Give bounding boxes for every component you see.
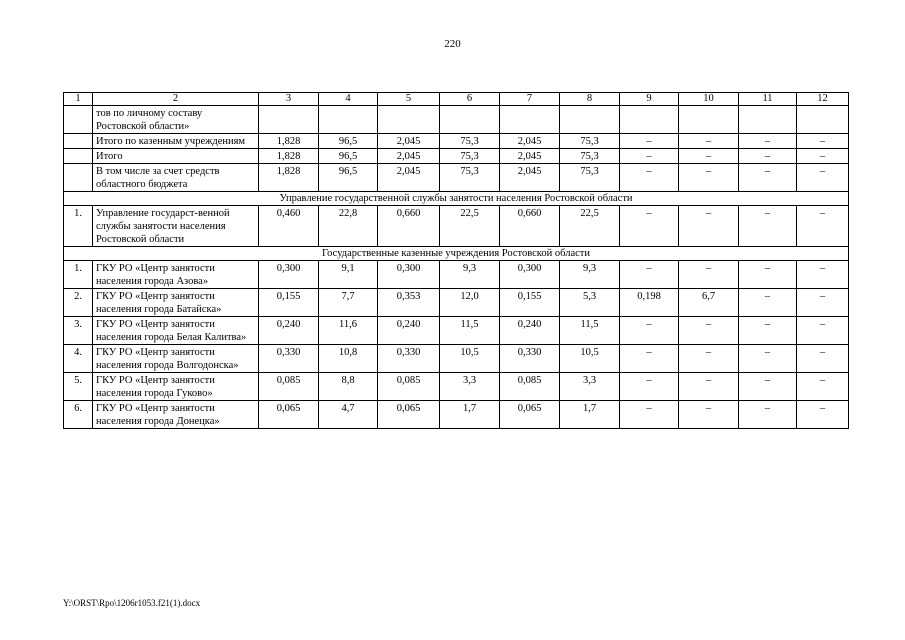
table-row	[64, 164, 849, 192]
value-cell: –	[620, 317, 679, 345]
value-cell: 0,085	[259, 373, 319, 401]
value-cell: –	[797, 289, 849, 317]
value-cell: –	[620, 134, 679, 149]
column-number: 7	[500, 93, 560, 106]
value-cell: –	[797, 149, 849, 164]
value-cell: 11,5	[440, 317, 500, 345]
table-row	[64, 149, 849, 164]
row-name: ГКУ РО «Центр занятости населения города Белая Калитва»	[93, 317, 259, 345]
value-cell: 11,5	[560, 317, 620, 345]
value-cell: 75,3	[560, 134, 620, 149]
file-path-footer: Y:\ORST\Rpo\1206r1053.f21(1).docx	[63, 598, 201, 608]
value-cell: –	[679, 261, 739, 289]
value-cell	[440, 106, 500, 134]
value-cell: 6,7	[679, 289, 739, 317]
value-cell: 75,3	[560, 149, 620, 164]
section-header-row	[64, 192, 849, 206]
row-name: ГКУ РО «Центр занятости населения города Гуково»	[93, 373, 259, 401]
section-title: Управление государственной службы занятости населения Ростовской области	[64, 192, 849, 206]
column-number: 5	[378, 93, 440, 106]
value-cell: –	[620, 164, 679, 192]
column-number-row	[64, 93, 849, 106]
value-cell: 3,3	[440, 373, 500, 401]
value-cell: 96,5	[319, 149, 378, 164]
value-cell: 1,828	[259, 164, 319, 192]
row-number	[64, 164, 93, 192]
value-cell: 0,660	[500, 206, 560, 247]
value-cell: 2,045	[378, 149, 440, 164]
value-cell: –	[739, 289, 797, 317]
value-cell: –	[620, 345, 679, 373]
row-name: тов по личному составу Ростовской области»	[93, 106, 259, 134]
value-cell: –	[739, 373, 797, 401]
value-cell: 0,300	[378, 261, 440, 289]
value-cell: 0,155	[259, 289, 319, 317]
column-number: 11	[739, 93, 797, 106]
page-number: 220	[444, 38, 461, 50]
value-cell	[797, 106, 849, 134]
value-cell: 2,045	[500, 134, 560, 149]
table-row	[64, 373, 849, 401]
row-number: 1.	[64, 206, 93, 247]
value-cell: 0,660	[378, 206, 440, 247]
column-number: 9	[620, 93, 679, 106]
row-name: Итого по казенным учреждениям	[93, 134, 259, 149]
value-cell: 75,3	[440, 149, 500, 164]
value-cell: 1,828	[259, 149, 319, 164]
value-cell: –	[797, 345, 849, 373]
value-cell: 9,3	[560, 261, 620, 289]
value-cell: –	[797, 373, 849, 401]
value-cell: 0,065	[259, 401, 319, 429]
row-name: В том числе за счет средств областного бюджета	[93, 164, 259, 192]
column-number: 3	[259, 93, 319, 106]
value-cell: 2,045	[500, 164, 560, 192]
column-number: 8	[560, 93, 620, 106]
value-cell: –	[679, 373, 739, 401]
value-cell: –	[620, 373, 679, 401]
table-row	[64, 401, 849, 429]
value-cell: 10,8	[319, 345, 378, 373]
value-cell: –	[739, 134, 797, 149]
value-cell	[739, 106, 797, 134]
value-cell: –	[679, 345, 739, 373]
value-cell: 0,330	[378, 345, 440, 373]
table-row	[64, 261, 849, 289]
value-cell: 0,460	[259, 206, 319, 247]
column-number: 1	[64, 93, 93, 106]
value-cell: –	[739, 149, 797, 164]
value-cell: 0,065	[378, 401, 440, 429]
table-row	[64, 345, 849, 373]
value-cell: 10,5	[560, 345, 620, 373]
value-cell: 22,5	[440, 206, 500, 247]
value-cell: 75,3	[440, 164, 500, 192]
row-name: ГКУ РО «Центр занятости населения города Донецка»	[93, 401, 259, 429]
value-cell: 2,045	[378, 134, 440, 149]
value-cell: 1,7	[440, 401, 500, 429]
value-cell	[500, 106, 560, 134]
value-cell: 96,5	[319, 164, 378, 192]
value-cell: –	[679, 317, 739, 345]
value-cell: –	[679, 134, 739, 149]
row-name: ГКУ РО «Центр занятости населения города Волгодонска»	[93, 345, 259, 373]
column-number: 10	[679, 93, 739, 106]
value-cell: 0,240	[500, 317, 560, 345]
value-cell	[620, 106, 679, 134]
value-cell: –	[679, 401, 739, 429]
value-cell: 0,065	[500, 401, 560, 429]
value-cell: 0,300	[500, 261, 560, 289]
value-cell: 0,085	[500, 373, 560, 401]
budget-table	[63, 92, 849, 429]
column-number: 2	[93, 93, 259, 106]
value-cell: 75,3	[440, 134, 500, 149]
value-cell: –	[739, 401, 797, 429]
value-cell: 11,6	[319, 317, 378, 345]
value-cell: –	[739, 164, 797, 192]
value-cell: –	[679, 164, 739, 192]
value-cell: –	[739, 261, 797, 289]
value-cell: –	[797, 317, 849, 345]
value-cell: –	[797, 261, 849, 289]
value-cell: 10,5	[440, 345, 500, 373]
value-cell: 22,8	[319, 206, 378, 247]
section-header-row	[64, 247, 849, 261]
value-cell	[679, 106, 739, 134]
value-cell: 0,155	[500, 289, 560, 317]
value-cell: 1,828	[259, 134, 319, 149]
value-cell: 5,3	[560, 289, 620, 317]
value-cell	[319, 106, 378, 134]
value-cell: 0,330	[259, 345, 319, 373]
section-title: Государственные казенные учреждения Ростовской области	[64, 247, 849, 261]
value-cell: 0,198	[620, 289, 679, 317]
column-number: 4	[319, 93, 378, 106]
value-cell: –	[797, 206, 849, 247]
value-cell: 75,3	[560, 164, 620, 192]
value-cell: 0,240	[378, 317, 440, 345]
row-number: 5.	[64, 373, 93, 401]
table-row	[64, 289, 849, 317]
value-cell: –	[620, 149, 679, 164]
value-cell: 96,5	[319, 134, 378, 149]
value-cell: 9,3	[440, 261, 500, 289]
value-cell: 0,240	[259, 317, 319, 345]
table-row	[64, 317, 849, 345]
value-cell: 4,7	[319, 401, 378, 429]
row-name: ГКУ РО «Центр занятости населения города Азова»	[93, 261, 259, 289]
value-cell: 12,0	[440, 289, 500, 317]
value-cell	[259, 106, 319, 134]
value-cell	[378, 106, 440, 134]
value-cell	[560, 106, 620, 134]
value-cell: 2,045	[378, 164, 440, 192]
value-cell: –	[739, 317, 797, 345]
value-cell: –	[620, 261, 679, 289]
table-row	[64, 206, 849, 247]
row-number: 3.	[64, 317, 93, 345]
value-cell: 8,8	[319, 373, 378, 401]
row-number	[64, 134, 93, 149]
row-number	[64, 149, 93, 164]
column-number: 6	[440, 93, 500, 106]
value-cell: –	[620, 401, 679, 429]
value-cell: –	[797, 164, 849, 192]
value-cell: –	[797, 134, 849, 149]
row-number: 6.	[64, 401, 93, 429]
table-row	[64, 134, 849, 149]
table-body	[64, 93, 849, 429]
value-cell: 0,085	[378, 373, 440, 401]
value-cell: 0,353	[378, 289, 440, 317]
value-cell: –	[797, 401, 849, 429]
value-cell: 22,5	[560, 206, 620, 247]
value-cell: 2,045	[500, 149, 560, 164]
value-cell: –	[679, 149, 739, 164]
value-cell: –	[739, 206, 797, 247]
value-cell: 9,1	[319, 261, 378, 289]
row-number: 4.	[64, 345, 93, 373]
table-row	[64, 106, 849, 134]
value-cell: –	[679, 206, 739, 247]
row-name: Управление государст-венной службы занятости населения Ростовской области	[93, 206, 259, 247]
row-number	[64, 106, 93, 134]
row-name: ГКУ РО «Центр занятости населения города Батайска»	[93, 289, 259, 317]
column-number: 12	[797, 93, 849, 106]
row-number: 1.	[64, 261, 93, 289]
row-number: 2.	[64, 289, 93, 317]
value-cell: 0,330	[500, 345, 560, 373]
value-cell: 3,3	[560, 373, 620, 401]
value-cell: –	[620, 206, 679, 247]
value-cell: –	[739, 345, 797, 373]
value-cell: 1,7	[560, 401, 620, 429]
value-cell: 7,7	[319, 289, 378, 317]
value-cell: 0,300	[259, 261, 319, 289]
row-name: Итого	[93, 149, 259, 164]
